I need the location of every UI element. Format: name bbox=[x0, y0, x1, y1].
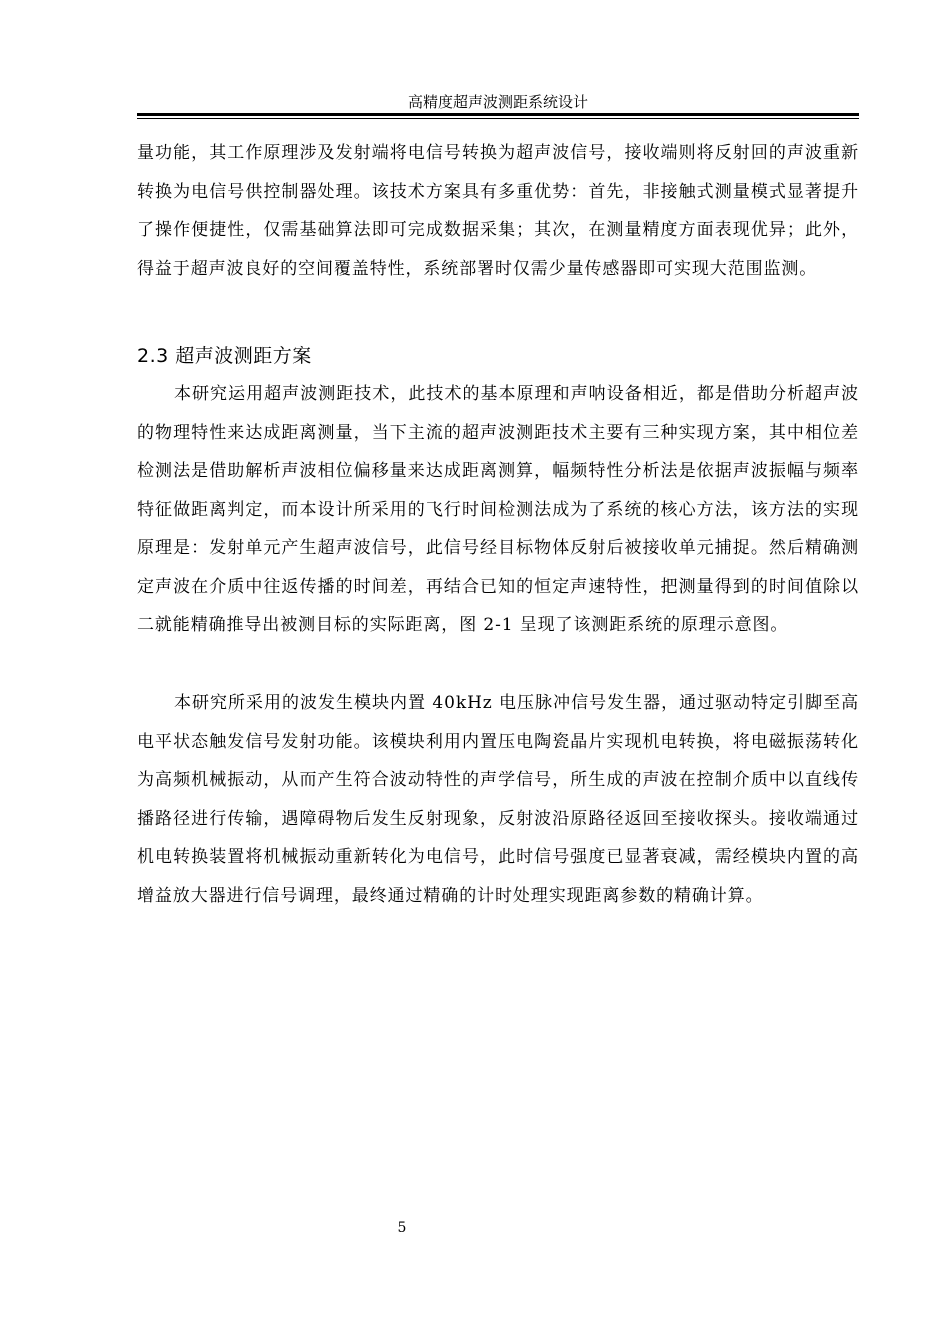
page-number: 5 bbox=[397, 1220, 407, 1236]
continued-paragraph: 量功能，其工作原理涉及发射端将电信号转换为超声波信号，接收端则将反射回的声波重新转换为电信号供控制器处理。该技术方案具有多重优势：首先，非接触式测量模式显著提升了操作便捷性，仅需基础算法即可完成数据采集；其次，在测量精度方面表现优异；此外，得益于超声波良好的空间覆盖特性，系统部署时仅需少量传感器即可实现大范围监测。 bbox=[137, 143, 859, 279]
running-header-title: 高精度超声波测距系统设计 bbox=[407, 93, 588, 111]
header-rule-thin bbox=[137, 118, 859, 119]
section-heading: 2.3 超声波测距方案 bbox=[137, 345, 312, 367]
header-rule-thick bbox=[137, 113, 859, 116]
body-paragraph-1: 本研究运用超声波测距技术，此技术的基本原理和声呐设备相近，都是借助分析超声波的物理特性来达成距离测量，当下主流的超声波测距技术主要有三种实现方案，其中相位差检测法是借助解析声波相位偏移量来达成距离测算，幅频特性分析法是依据声波振幅与频率特征做距离判定，而本设计所采用的飞行时间检测法成为了系统的核心方法，该方法的实现原理是：发射单元产生超声波信号，此信号经目标物体反射后被接收单元捕捉。然后精确测定声波在介质中往返传播的时间差，再结合已知的恒定声速特性，把测量得到的时间值除以二就能精确推导出被测目标的实际距离，图 2-1 呈现了该测距系统的原理示意图。 bbox=[137, 384, 859, 635]
body-paragraph-2: 本研究所采用的波发生模块内置 40kHz 电压脉冲信号发生器，通过驱动特定引脚至高电平状态触发信号发射功能。该模块利用内置压电陶瓷晶片实现机电转换，将电磁振荡转化为高频机械振动，从而产生符合波动特性的声学信号，所生成的声波在控制介质中以直线传播路径进行传输，遇障碍物后发生反射现象，反射波沿原路径返回至接收探头。接收端通过机电转换装置将机械振动重新转化为电信号，此时信号强度已显著衰减，需经模块内置的高增益放大器进行信号调理，最终通过精确的计时处理实现距离参数的精确计算。 bbox=[137, 693, 859, 906]
